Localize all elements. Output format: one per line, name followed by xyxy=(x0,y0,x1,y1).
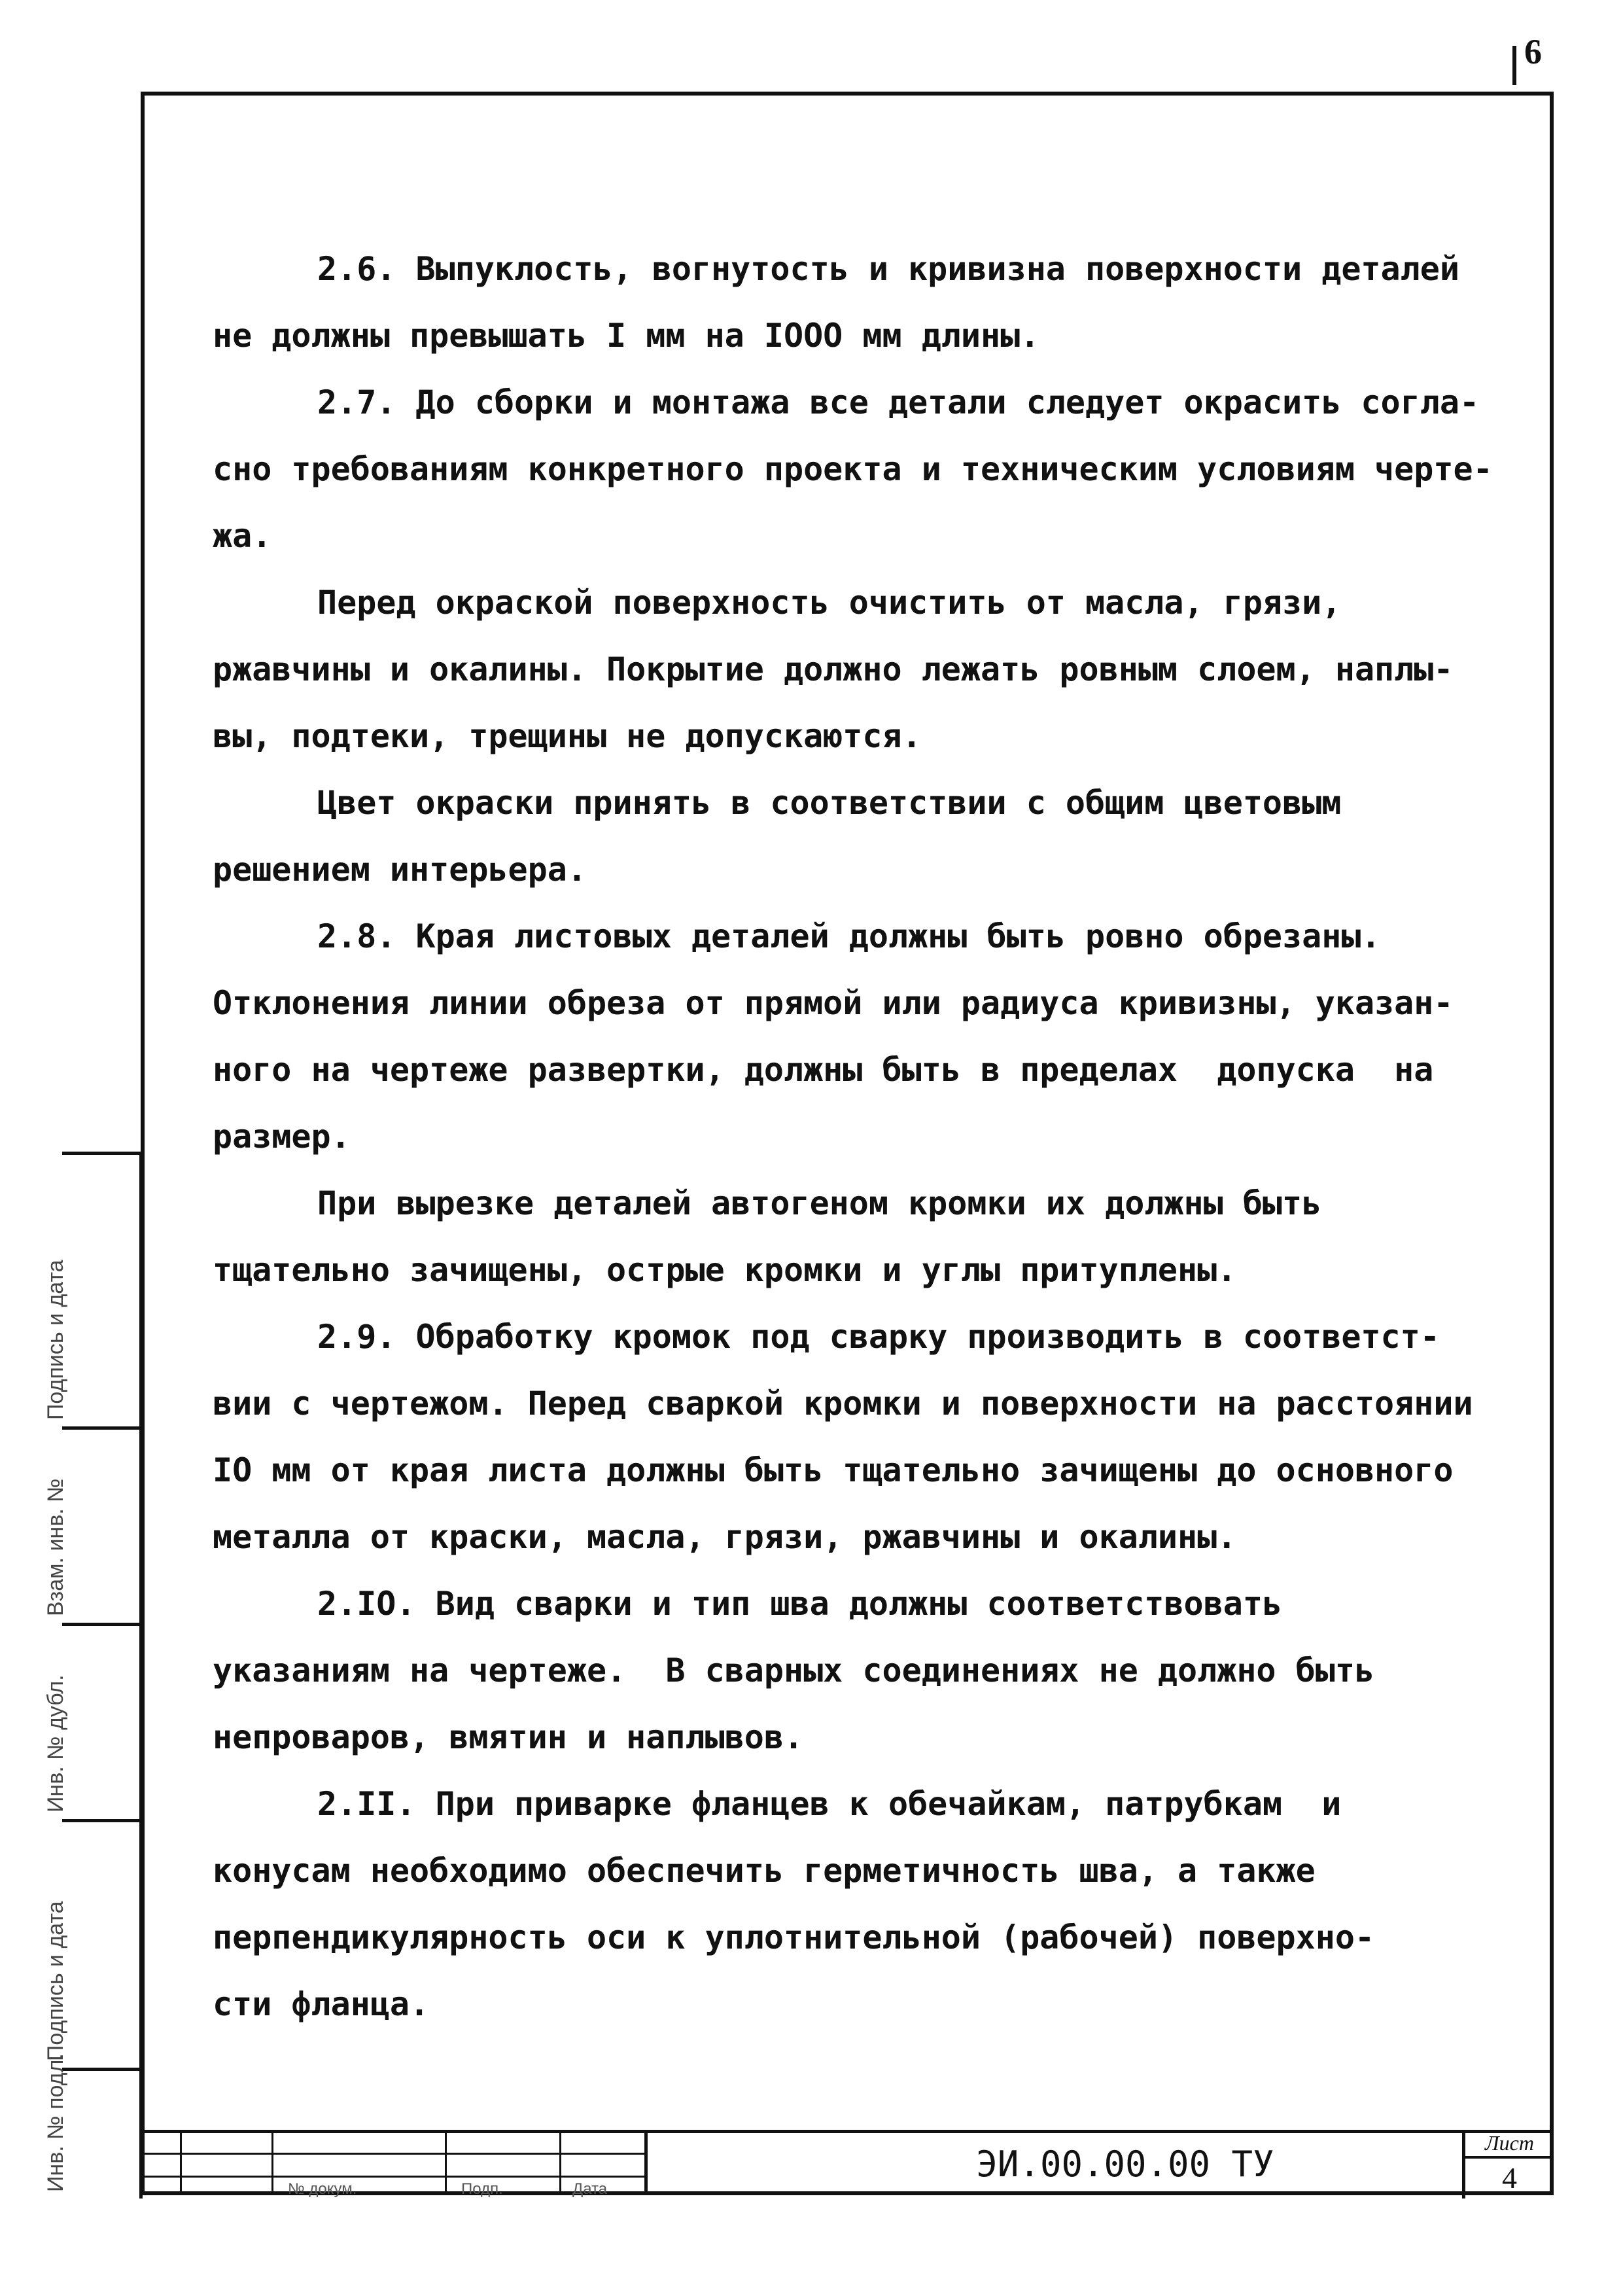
grid-line xyxy=(180,2133,182,2195)
text-line: вы, подтеки, трещины не допускаются. xyxy=(213,717,922,755)
grid-line xyxy=(271,2133,273,2195)
text-line: перпендикулярность оси к уплотнительной (рабочей) поверхно- xyxy=(213,1918,1375,1956)
text-line: 2.8. Края листовых деталей должны быть ровно обрезаны. xyxy=(317,917,1381,955)
binding-cell-signature-date: Подпись и дата xyxy=(62,1152,141,1426)
text-line: ного на чертеже развертки, должны быть в пределах допуска на xyxy=(213,1051,1434,1089)
text-line: конусам необходимо обеспечить герметичность шва, а также xyxy=(213,1852,1316,1890)
document-code: ЭИ.00.00.00 ТУ xyxy=(976,2144,1274,2185)
column-label-doc-number: № докум. xyxy=(288,2180,357,2198)
grid-line xyxy=(141,2176,644,2178)
text-line: 2.II. При приварке фланцев к обечайкам, патрубкам и xyxy=(317,1785,1342,1823)
column-label-date: Дата xyxy=(572,2180,608,2198)
text-line: не должны превышать I мм на IOOO мм длины. xyxy=(213,317,1040,355)
grid-line xyxy=(141,2153,644,2155)
sheet-label: Лист xyxy=(1465,2130,1554,2159)
text-line: вии с чертежом. Перед сваркой кромки и поверхности на расстоянии xyxy=(213,1385,1473,1422)
binding-cell-signature-date-2: Подпись и дата xyxy=(62,1819,141,2068)
title-block xyxy=(141,2130,1554,2198)
title-block-grid xyxy=(141,2133,644,2198)
text-line: сно требованиям конкретного проекта и техническим условиям черте- xyxy=(213,450,1493,488)
text-line: Перед окраской поверхность очистить от масла, грязи, xyxy=(317,584,1342,622)
binding-strip xyxy=(43,1152,141,2199)
sheet-box xyxy=(1462,2130,1554,2199)
text-line: указаниям на чертеже. В сварных соединениях не должно быть xyxy=(213,1651,1375,1689)
text-line: Цвет окраски принять в соответствии с общим цветовым xyxy=(317,784,1342,822)
text-line: 2.7. До сборки и монтажа все детали следует окрасить согла- xyxy=(317,383,1480,421)
text-line: ржавчины и окалины. Покрытие должно лежать ровным слоем, наплы- xyxy=(213,650,1454,688)
text-line: тщательно зачищены, острые кромки и углы притуплены. xyxy=(213,1251,1237,1289)
text-line: 2.IO. Вид сварки и тип шва должны соответствовать xyxy=(317,1585,1283,1623)
text-line: 2.6. Выпуклость, вогнутость и кривизна поверхности деталей xyxy=(317,250,1459,288)
column-label-signature: Подп. xyxy=(461,2180,503,2198)
page-number: 6 xyxy=(1524,32,1542,71)
page-number-bar xyxy=(1512,46,1516,85)
grid-line xyxy=(559,2133,561,2195)
text-line: IO мм от края листа должны быть тщательно зачищены до основного xyxy=(213,1451,1454,1489)
text-line: сти фланца. xyxy=(213,1985,430,2023)
text-line: При вырезке деталей автогеном кромки их должны быть xyxy=(317,1184,1322,1222)
document-body xyxy=(213,236,1514,2038)
text-line: Отклонения линии обреза от прямой или радиуса кривизны, указан- xyxy=(213,984,1454,1022)
grid-line xyxy=(445,2133,447,2195)
text-line: 2.9. Обработку кромок под сварку производить в соответст- xyxy=(317,1318,1440,1356)
binding-cell-replacement: Взам. инв. № xyxy=(62,1426,141,1623)
text-line: размер. xyxy=(213,1118,351,1156)
text-line: металла от краски, масла, грязи, ржавчины и окалины. xyxy=(213,1518,1237,1556)
text-line: решением интерьера. xyxy=(213,851,587,889)
binding-cell-duplicate: Инв. № дубл. xyxy=(62,1623,141,1819)
text-line: жа. xyxy=(213,517,272,555)
sheet-number: 4 xyxy=(1502,2161,1517,2195)
text-line: непроваров, вмятин и наплывов. xyxy=(213,1718,804,1756)
binding-cell-original: Инв. № подл. xyxy=(62,2068,141,2199)
